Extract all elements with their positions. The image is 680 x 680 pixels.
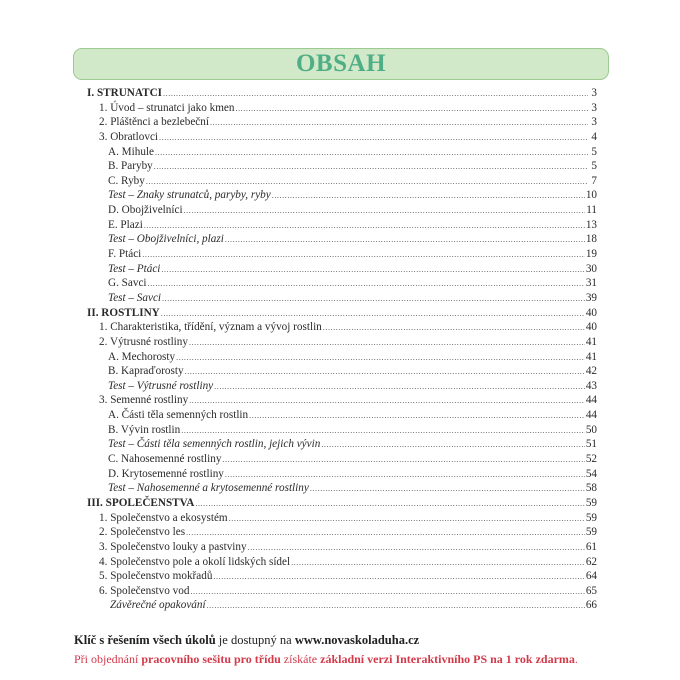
toc-entry[interactable] — [108, 159, 597, 174]
dot-leader — [186, 526, 585, 541]
promo-note — [74, 652, 578, 667]
toc-entry-label: A. Mihule — [108, 145, 154, 158]
dot-leader — [146, 175, 588, 190]
toc-page-number: 58 — [585, 482, 597, 495]
toc-entry-label: B. Paryby — [108, 160, 153, 173]
dot-leader — [176, 351, 585, 366]
toc-entry[interactable] — [108, 203, 597, 218]
dot-leader — [225, 233, 585, 248]
toc-page-number: 3 — [591, 116, 597, 129]
toc-page-number: 31 — [585, 277, 597, 290]
toc-entry-label: G. Savci — [108, 277, 147, 290]
toc-entry-label: III. SPOLEČENSTVA — [87, 496, 195, 509]
dot-leader — [272, 189, 585, 204]
toc-page-number: 44 — [585, 394, 597, 407]
toc-section[interactable] — [87, 86, 597, 101]
toc-entry-label: 2. Výtrusné rostliny — [99, 335, 188, 348]
toc-entry[interactable] — [108, 437, 597, 452]
dot-leader — [189, 336, 585, 351]
toc-entry[interactable] — [99, 115, 597, 130]
toc-page-number: 64 — [585, 570, 597, 583]
dot-leader — [162, 292, 585, 307]
toc-entry[interactable] — [108, 145, 597, 160]
toc-entry[interactable] — [99, 511, 597, 526]
toc-entry-label: A. Mechorosty — [108, 350, 176, 363]
toc-page-number: 59 — [585, 526, 597, 539]
page-title: OBSAH — [295, 50, 387, 77]
toc-entry-label: 6. Společenstvo vod — [99, 584, 190, 597]
dot-leader — [144, 219, 585, 234]
toc-entry-label: Test – Nahosemenné a krytosemenné rostliny — [108, 482, 309, 495]
dot-leader — [142, 248, 585, 263]
promo-highlight: základní verzi Interaktivního PS na 1 rok zdarma — [320, 652, 575, 666]
toc-entry[interactable] — [99, 320, 597, 335]
toc-page-number: 11 — [586, 204, 597, 217]
toc-page-number: 61 — [585, 540, 597, 553]
toc-page-number: 7 — [591, 174, 597, 187]
toc-entry-label: Test – Ptáci — [108, 262, 161, 275]
toc-entry-label: I. STRUNATCI — [87, 87, 163, 99]
toc-entry[interactable] — [110, 598, 597, 613]
promo-highlight: pracovního sešitu pro třídu — [141, 652, 281, 666]
dot-leader — [321, 438, 584, 453]
dot-leader — [181, 424, 585, 439]
toc-page-number: 18 — [585, 233, 597, 246]
toc-page-number: 19 — [585, 248, 597, 261]
toc-entry-label: A. Části těla semenných rostlin — [108, 409, 249, 422]
toc-entry-label: 5. Společenstvo mokřadů — [99, 570, 213, 583]
dot-leader — [213, 570, 584, 585]
toc-page-number: 4 — [591, 130, 597, 143]
toc-entry-label: Závěrečné opakování — [110, 599, 206, 612]
toc-entry[interactable] — [108, 423, 597, 438]
toc-entry[interactable] — [108, 291, 597, 306]
toc-page-number: 44 — [585, 409, 597, 422]
toc-entry-label: C. Ryby — [108, 174, 145, 187]
toc-entry[interactable] — [108, 481, 597, 496]
toc-entry-label: 4. Společenstvo pole a okolí lidských sídel — [99, 555, 291, 568]
toc-entry[interactable] — [108, 408, 597, 423]
website-link[interactable]: www.novaskoladuha.cz — [294, 633, 420, 647]
toc-entry[interactable] — [108, 218, 597, 233]
toc-page-number: 59 — [585, 511, 597, 524]
toc-entry[interactable] — [108, 188, 597, 203]
toc-page-number: 59 — [585, 496, 597, 509]
toc-entry-label: C. Nahosemenné rostliny — [108, 453, 222, 466]
toc-page-number: 30 — [585, 262, 597, 275]
toc-entry-label: B. Vývin rostlin — [108, 423, 181, 436]
toc-page-number: 10 — [585, 189, 597, 202]
toc-entry-label: B. Kapraďorosty — [108, 365, 184, 378]
toc-entry[interactable] — [99, 540, 597, 555]
toc-page-number: 42 — [585, 365, 597, 378]
toc-page-number: 39 — [585, 291, 597, 304]
dot-leader — [207, 599, 585, 614]
toc-entry[interactable] — [108, 276, 597, 291]
dot-leader — [148, 277, 585, 292]
toc-page-number: 66 — [585, 599, 597, 612]
toc-page-number: 62 — [585, 555, 597, 568]
title-banner — [73, 48, 609, 80]
toc-entry[interactable] — [99, 393, 597, 408]
toc-page-number: 5 — [591, 145, 597, 158]
dot-leader — [184, 204, 586, 219]
table-of-contents — [0, 86, 680, 613]
toc-page-number: 3 — [591, 101, 597, 114]
toc-entry[interactable] — [99, 335, 597, 350]
toc-page-number: 40 — [585, 321, 597, 334]
toc-page-number: 41 — [585, 335, 597, 348]
dot-leader — [222, 453, 584, 468]
toc-page-number: 52 — [585, 453, 597, 466]
toc-entry-label: 3. Společenstvo louky a pastviny — [99, 540, 247, 553]
toc-entry[interactable] — [108, 467, 597, 482]
toc-page-number: 13 — [585, 218, 597, 231]
toc-page-number: 51 — [585, 438, 597, 451]
toc-entry-label: II. ROSTLINY — [87, 306, 160, 319]
toc-entry-label: 2. Společenstvo les — [99, 526, 186, 539]
dot-leader — [225, 468, 585, 483]
toc-entry-label: 3. Obratlovci — [99, 130, 159, 143]
promo-text: . — [574, 652, 578, 666]
dot-leader — [323, 321, 585, 336]
dot-leader — [291, 556, 585, 571]
dot-leader — [154, 160, 588, 175]
toc-entry[interactable] — [99, 555, 597, 570]
dot-leader — [190, 585, 584, 600]
toc-entry-label: Test – Obojživelníci, plazi — [108, 233, 224, 246]
toc-page-number: 50 — [585, 423, 597, 436]
toc-page-number: 40 — [585, 306, 597, 319]
promo-text: Při objednání — [74, 652, 142, 666]
toc-entry-label: Test – Savci — [108, 291, 162, 304]
toc-entry[interactable] — [108, 174, 597, 189]
toc-entry-label: 1. Charakteristika, třídění, význam a vývoj rostlin — [99, 321, 322, 334]
toc-entry-label: 1. Úvod – strunatci jako kmen — [99, 101, 235, 114]
answer-key-text: je dostupný na — [215, 633, 295, 647]
dot-leader — [185, 365, 585, 380]
dot-leader — [189, 394, 585, 409]
dot-leader — [155, 146, 588, 161]
toc-section[interactable] — [87, 496, 597, 511]
dot-leader — [210, 116, 588, 131]
toc-entry-label: F. Ptáci — [108, 248, 142, 261]
toc-page-number: 3 — [591, 87, 597, 99]
toc-entry[interactable] — [108, 232, 597, 247]
dot-leader — [161, 307, 585, 322]
toc-entry[interactable] — [108, 247, 597, 262]
toc-entry[interactable] — [99, 584, 597, 599]
toc-entry[interactable] — [108, 350, 597, 365]
toc-page-number: 5 — [591, 160, 597, 173]
toc-entry[interactable] — [108, 379, 597, 394]
toc-entry-label: 1. Společenstvo a ekosystém — [99, 511, 228, 524]
dot-leader — [163, 87, 588, 102]
toc-entry-label: Test – Části těla semenných rostlin, jejich vývin — [108, 438, 321, 451]
toc-page-number: 65 — [585, 584, 597, 597]
toc-entry-label: D. Obojživelníci — [108, 204, 183, 217]
toc-entry-label: Test – Znaky strunatců, paryby, ryby — [108, 189, 271, 202]
toc-entry-label: 3. Semenné rostliny — [99, 394, 189, 407]
toc-entry[interactable] — [99, 130, 597, 145]
toc-entry-label: D. Krytosemenné rostliny — [108, 467, 224, 480]
dot-leader — [214, 380, 585, 395]
dot-leader — [195, 497, 584, 512]
toc-section[interactable] — [87, 306, 597, 321]
toc-entry[interactable] — [99, 569, 597, 584]
toc-entry[interactable] — [108, 452, 597, 467]
dot-leader — [235, 102, 588, 117]
promo-text: získáte — [280, 652, 321, 666]
toc-page-number: 43 — [585, 379, 597, 392]
dot-leader — [229, 512, 585, 527]
dot-leader — [249, 409, 585, 424]
toc-entry-label: Test – Výtrusné rostliny — [108, 379, 214, 392]
toc-entry-label: 2. Pláštěnci a bezlebeční — [99, 116, 209, 129]
toc-entry[interactable] — [99, 101, 597, 116]
dot-leader — [159, 131, 588, 146]
toc-entry-label: E. Plazi — [108, 218, 143, 231]
dot-leader — [248, 541, 585, 556]
dot-leader — [310, 482, 585, 497]
toc-entry[interactable] — [108, 364, 597, 379]
toc-page-number: 54 — [585, 467, 597, 480]
answer-key-note — [74, 633, 419, 648]
dot-leader — [161, 263, 584, 278]
answer-key-bold: Klíč s řešením všech úkolů — [74, 633, 216, 647]
toc-entry[interactable] — [99, 525, 597, 540]
toc-page-number: 41 — [585, 350, 597, 363]
toc-entry[interactable] — [108, 262, 597, 277]
